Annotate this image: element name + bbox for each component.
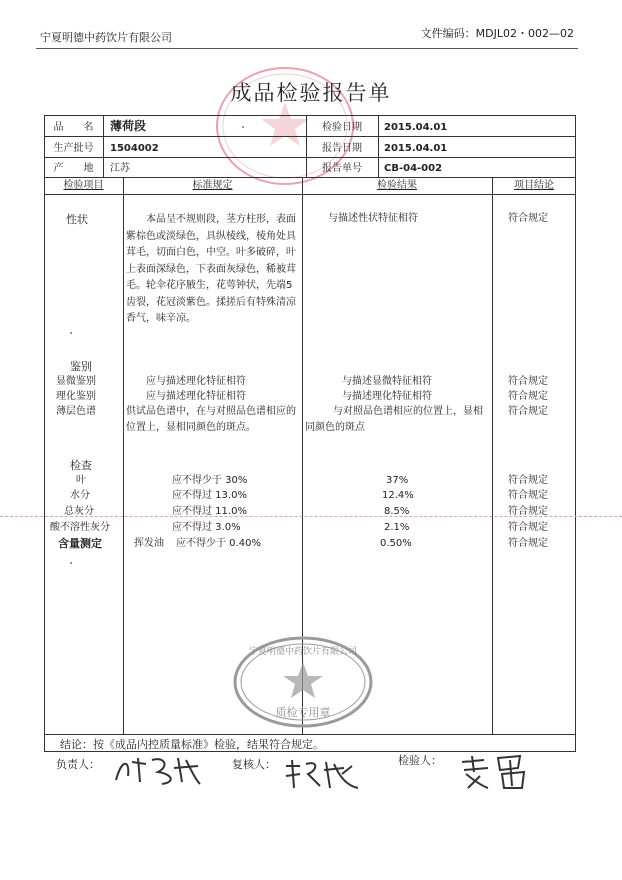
name-value: 薄荷段 xyxy=(110,119,147,133)
col-header-item: 检验项目 xyxy=(63,180,104,191)
report-no-label: 报告单号 xyxy=(322,163,362,174)
character-standard: 本品呈不规则段，茎方柱形，表面紫棕色或淡绿色，具纵棱线，棱角处具茸毛，切面白色，中空。叶多破碎，叶上表面深绿色，下表面灰绿色，稀被茸毛。轮伞花序腋生，花萼钟状，先端5齿裂，花冠淡紫色。揉搓后有特殊清凉香气，味辛凉。 xyxy=(126,214,296,324)
ident-conclusion: 符合规定 xyxy=(508,406,548,417)
ident-item: 薄层色谱 xyxy=(56,406,96,417)
col-header-conclusion: 项目结论 xyxy=(514,180,554,191)
assay-label: 含量测定 xyxy=(58,537,102,550)
assay-standard: 应不得少于 0.40% xyxy=(176,538,261,549)
company-name: 宁夏明德中药饮片有限公司 xyxy=(40,31,172,44)
ident-result: 与描述显微特征相符 xyxy=(342,376,432,387)
ident-result: 与描述理化特征相符 xyxy=(342,391,432,402)
responsible-signature xyxy=(112,752,202,795)
check-result: 12.4% xyxy=(382,490,414,501)
check-item: 叶 xyxy=(76,475,86,486)
conclusion-text: 结论：按《成品内控质量标准》检验，结果符合规定。 xyxy=(60,738,324,751)
col-divider xyxy=(378,115,379,177)
row-divider xyxy=(44,157,576,158)
scan-dot xyxy=(70,332,72,334)
character-result: 与描述性状特征相符 xyxy=(328,213,418,224)
col-header-result: 检验结果 xyxy=(377,180,417,191)
inspect-date-label: 检验日期 xyxy=(322,122,362,133)
qc-seal-sublabel: 质检专用章 xyxy=(275,706,331,719)
qc-seal-label: 宁夏明德中药饮片有限公司 xyxy=(248,647,358,657)
ident-item: 理化鉴别 xyxy=(56,391,96,402)
check-result: 8.5% xyxy=(384,506,410,517)
character-conclusion: 符合规定 xyxy=(508,213,548,224)
document-code: 文件编码：MDJL02・002—02 xyxy=(420,27,574,40)
report-no-value: CB-04-002 xyxy=(384,163,443,174)
ident-standard: 供试品色谱中，在与对照品色谱相应的位置上，显相同颜色的斑点。 xyxy=(126,406,296,433)
inspector-signature xyxy=(458,752,538,799)
check-conclusion: 符合规定 xyxy=(508,490,548,501)
assay-result: 0.50% xyxy=(380,538,412,549)
check-item: 酸不溶性灰分 xyxy=(50,522,110,533)
reviewer-signature xyxy=(282,756,362,799)
name-label: 品 名 xyxy=(53,122,94,133)
row-divider xyxy=(44,136,576,137)
character-label: 性状 xyxy=(66,213,88,226)
header-divider xyxy=(36,48,578,49)
responsible-label: 负责人： xyxy=(56,758,100,771)
col-divider xyxy=(103,115,104,177)
conclusion-divider xyxy=(44,734,576,735)
origin-label: 产 地 xyxy=(53,163,94,174)
check-item: 总灰分 xyxy=(64,506,94,517)
ident-item: 显微鉴别 xyxy=(56,376,96,387)
check-conclusion: 符合规定 xyxy=(508,506,548,517)
checks-label: 检查 xyxy=(70,459,92,472)
ident-standard: 应与描述理化特征相符 xyxy=(146,391,246,402)
scan-dot xyxy=(70,562,72,564)
check-standard: 应不得过 11.0% xyxy=(172,506,247,517)
scan-line xyxy=(0,516,622,517)
check-standard: 应不得过 13.0% xyxy=(172,490,247,501)
col-divider xyxy=(492,177,493,734)
identification-label: 鉴别 xyxy=(70,360,92,373)
assay-sub: 挥发油 xyxy=(134,538,164,549)
ident-conclusion: 符合规定 xyxy=(508,376,548,387)
report-title: 成品检验报告单 xyxy=(230,81,392,105)
batch-label: 生产批号 xyxy=(53,143,94,154)
ident-standard: 应与描述理化特征相符 xyxy=(146,376,246,387)
col-header-standard: 标准规定 xyxy=(192,180,233,191)
check-result: 2.1% xyxy=(384,522,410,533)
inspect-date-value: 2015.04.01 xyxy=(384,122,448,133)
qc-seal-stamp xyxy=(228,632,378,732)
scan-dot xyxy=(242,126,244,128)
batch-value: 1504002 xyxy=(110,143,159,154)
check-standard: 应不得少于 30% xyxy=(172,475,248,486)
origin-value: 江苏 xyxy=(110,163,130,174)
col-divider xyxy=(123,177,124,734)
check-conclusion: 符合规定 xyxy=(508,475,548,486)
inspector-label: 检验人： xyxy=(398,754,442,767)
check-item: 水分 xyxy=(70,490,90,501)
reviewer-label: 复核人： xyxy=(232,758,276,771)
report-date-value: 2015.04.01 xyxy=(384,143,448,154)
check-standard: 应不得过 3.0% xyxy=(172,522,241,533)
assay-conclusion: 符合规定 xyxy=(508,538,548,549)
ident-conclusion: 符合规定 xyxy=(508,391,548,402)
report-date-label: 报告日期 xyxy=(322,143,362,154)
check-result: 37% xyxy=(386,475,409,486)
ident-result: 与对照品色谱相应的位置上，显相同颜色的斑点 xyxy=(305,406,483,433)
check-conclusion: 符合规定 xyxy=(508,522,548,533)
